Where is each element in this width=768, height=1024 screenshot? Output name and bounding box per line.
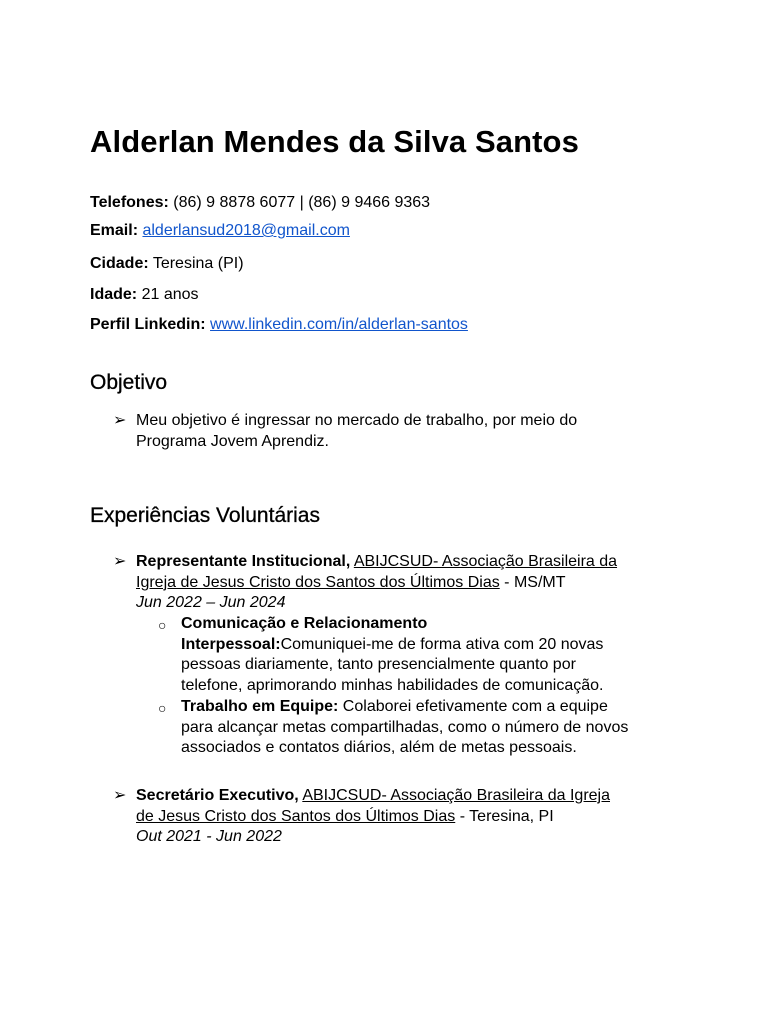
experience-2-line-1 — [136, 786, 676, 807]
experience-item-2 — [136, 786, 676, 848]
detail-2-line-1 — [181, 697, 681, 718]
detail-2-title: Trabalho em Equipe: — [181, 698, 339, 715]
linkedin-link[interactable]: www.linkedin.com/in/alderlan-santos — [210, 316, 468, 333]
candidate-name: Alderlan Mendes da Silva Santos — [90, 124, 579, 159]
detail-1-line-1 — [181, 614, 681, 635]
experience-2-org-line-2: de Jesus Cristo dos Santos dos Últimos Dias — [136, 807, 456, 825]
experience-1-location: - MS/MT — [499, 573, 566, 591]
experience-1-detail-1 — [181, 614, 681, 696]
experience-2-role: Secretário Executivo, — [136, 787, 299, 804]
arrow-bullet-icon: ➢ — [113, 553, 127, 570]
experience-1-role: Representante Institucional, — [136, 553, 351, 570]
detail-1-title-line-2: Interpessoal: — [181, 635, 281, 653]
experience-item-1 — [136, 552, 676, 614]
city-label: Cidade: — [90, 255, 149, 272]
detail-2-text-line-1: Colaborei efetivamente com a equipe — [338, 698, 608, 715]
objective-text — [136, 411, 676, 452]
city-line — [90, 254, 244, 274]
experience-heading: Experiências Voluntárias — [90, 504, 320, 527]
experience-1-org-line-1: ABIJCSUD- Associação Brasileira da — [353, 553, 618, 570]
detail-1-title-line-1: Comunicação e Relacionamento — [181, 615, 428, 632]
experience-2-location: - Teresina, PI — [455, 807, 554, 825]
experience-1-org-line-2: Igreja de Jesus Cristo dos Santos dos Últimos Dias — [136, 573, 500, 591]
objective-line-2: Programa Jovem Aprendiz. — [136, 432, 329, 450]
experience-1-period: Jun 2022 – Jun 2024 — [136, 594, 286, 611]
phones-label: Telefones: — [90, 194, 169, 211]
phones-value: (86) 9 8878 6077 | (86) 9 9466 9363 — [168, 194, 431, 211]
experience-2-line-2 — [136, 807, 676, 828]
objective-heading: Objetivo — [90, 371, 168, 394]
phones-line — [90, 193, 430, 213]
experience-2-period: Out 2021 - Jun 2022 — [136, 828, 282, 845]
linkedin-line — [90, 315, 468, 335]
age-label: Idade: — [90, 286, 138, 303]
experience-2-org-line-1: ABIJCSUD- Associação Brasileira da Igreja — [302, 787, 610, 804]
email-label: Email: — [90, 222, 139, 239]
experience-1-line-1 — [136, 552, 676, 573]
linkedin-label: Perfil Linkedin: — [90, 316, 206, 333]
email-link[interactable]: alderlansud2018@gmail.com — [142, 222, 350, 239]
age-line — [90, 285, 199, 305]
detail-2-text-line-3: associados e contatos diários, além de metas pessoais. — [181, 739, 577, 756]
detail-1-text-line-1: Comuniquei-me de forma ativa com 20 novas — [280, 635, 604, 653]
age-value: 21 anos — [137, 286, 199, 303]
detail-2-text-line-2: para alcançar metas compartilhadas, como o número de novos — [181, 718, 629, 736]
circle-bullet-icon: ○ — [158, 617, 167, 633]
experience-1-line-2 — [136, 573, 676, 594]
experience-1-detail-2 — [181, 697, 681, 759]
detail-1-text-line-3: telefone, aprimorando minhas habilidades de comunicação. — [181, 676, 604, 694]
objective-line-1: Meu objetivo é ingressar no mercado de trabalho, por meio do — [136, 412, 578, 429]
detail-1-line-2 — [181, 635, 681, 656]
arrow-bullet-icon: ➢ — [113, 787, 127, 804]
detail-1-text-line-2: pessoas diariamente, tanto presencialmente quanto por — [181, 656, 576, 673]
email-line — [90, 221, 350, 241]
arrow-bullet-icon: ➢ — [113, 412, 127, 429]
circle-bullet-icon: ○ — [158, 700, 167, 716]
city-value: Teresina (PI) — [148, 255, 244, 272]
